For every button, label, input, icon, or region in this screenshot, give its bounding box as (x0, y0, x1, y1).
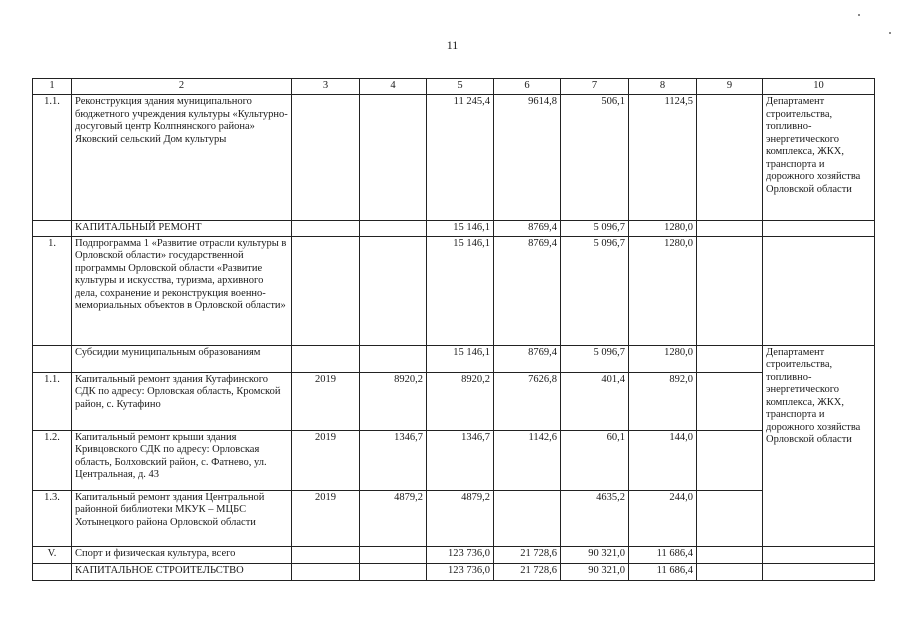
cell-col7: 506,1 (561, 95, 629, 221)
column-header: 2 (72, 79, 292, 95)
cell-col9 (697, 95, 763, 221)
table-row (33, 430, 875, 490)
cell-col6: 21 728,6 (494, 563, 561, 580)
cell-col6: 8769,4 (494, 345, 561, 372)
table-row (33, 345, 875, 372)
row-name: КАПИТАЛЬНОЕ СТРОИТЕЛЬСТВО (72, 563, 292, 580)
cell-year (292, 95, 360, 221)
cell-col5: 123 736,0 (427, 546, 494, 563)
cell-col9 (697, 546, 763, 563)
cell-col6: 9614,8 (494, 95, 561, 221)
cell-department (763, 546, 875, 563)
cell-col8: 244,0 (629, 490, 697, 546)
scan-speck (858, 14, 860, 16)
cell-year: 2019 (292, 490, 360, 546)
row-number: V. (33, 546, 72, 563)
row-number (33, 345, 72, 372)
cell-col5: 4879,2 (427, 490, 494, 546)
cell-col8: 144,0 (629, 430, 697, 490)
row-name: Реконструкция здания муниципального бюджетного учреждения культуры «Культурно-досуговый центр Колпнянского района» Яковский сельский Дом культуры (72, 95, 292, 221)
scan-speck (889, 32, 891, 34)
cell-col9 (697, 430, 763, 490)
cell-col6: 21 728,6 (494, 546, 561, 563)
cell-col5: 11 245,4 (427, 95, 494, 221)
cell-col5: 1346,7 (427, 430, 494, 490)
table-row (33, 490, 875, 546)
cell-department (763, 221, 875, 237)
cell-department: Департамент строительства, топливно-энергетического комплекса, ЖКХ, транспорта и дорожного хозяйства Орловской области (763, 345, 875, 546)
budget-table (32, 78, 875, 581)
cell-col8: 1124,5 (629, 95, 697, 221)
cell-col9 (697, 563, 763, 580)
cell-year: 2019 (292, 430, 360, 490)
cell-col4 (360, 546, 427, 563)
row-number: 1.1. (33, 372, 72, 430)
cell-col6: 7626,8 (494, 372, 561, 430)
row-number (33, 563, 72, 580)
cell-col9 (697, 221, 763, 237)
row-name: Капитальный ремонт здания Кутафинского СДК по адресу: Орловская область, Кромской район, с. Кутафино (72, 372, 292, 430)
cell-col8: 892,0 (629, 372, 697, 430)
cell-col4: 4879,2 (360, 490, 427, 546)
cell-col5: 123 736,0 (427, 563, 494, 580)
cell-col6: 8769,4 (494, 236, 561, 345)
cell-col4: 1346,7 (360, 430, 427, 490)
cell-year (292, 221, 360, 237)
column-header: 8 (629, 79, 697, 95)
row-name: Капитальный ремонт здания Центральной районной библиотеки МКУК – МЦБС Хотынецкого района Орловской области (72, 490, 292, 546)
cell-col9 (697, 236, 763, 345)
cell-col7: 4635,2 (561, 490, 629, 546)
cell-col9 (697, 490, 763, 546)
cell-department: Департамент строительства, топливно-энергетического комплекса, ЖКХ, транспорта и дорожного хозяйства Орловской области (763, 95, 875, 221)
cell-col4 (360, 95, 427, 221)
row-number: 1.3. (33, 490, 72, 546)
cell-col4 (360, 221, 427, 237)
row-name: Подпрограмма 1 «Развитие отрасли культуры в Орловской области» государственной программы Орловской области «Развитие культуры и искусства, туризма, архивного дела, сохранение и реконструкция военно-мемориальных объектов в Орловской области» (72, 236, 292, 345)
table-row (33, 236, 875, 345)
row-name: Спорт и физическая культура, всего (72, 546, 292, 563)
column-header: 1 (33, 79, 72, 95)
column-header: 3 (292, 79, 360, 95)
column-header: 4 (360, 79, 427, 95)
cell-year (292, 236, 360, 345)
column-header: 5 (427, 79, 494, 95)
table-row (33, 546, 875, 563)
cell-col9 (697, 345, 763, 372)
cell-col8: 1280,0 (629, 221, 697, 237)
cell-col4 (360, 236, 427, 345)
row-name: КАПИТАЛЬНЫЙ РЕМОНТ (72, 221, 292, 237)
cell-year (292, 546, 360, 563)
cell-col6: 8769,4 (494, 221, 561, 237)
cell-col7: 60,1 (561, 430, 629, 490)
cell-col8: 1280,0 (629, 345, 697, 372)
cell-col8: 11 686,4 (629, 563, 697, 580)
cell-col6 (494, 490, 561, 546)
cell-department (763, 236, 875, 345)
cell-col5: 15 146,1 (427, 221, 494, 237)
cell-col5: 15 146,1 (427, 345, 494, 372)
cell-col9 (697, 372, 763, 430)
page-number: 11 (446, 38, 459, 52)
column-header: 10 (763, 79, 875, 95)
cell-year (292, 345, 360, 372)
row-number: 1.1. (33, 95, 72, 221)
column-header: 7 (561, 79, 629, 95)
cell-col6: 1142,6 (494, 430, 561, 490)
table-row (33, 372, 875, 430)
cell-col7: 90 321,0 (561, 563, 629, 580)
cell-col7: 5 096,7 (561, 221, 629, 237)
cell-col8: 11 686,4 (629, 546, 697, 563)
cell-department (763, 563, 875, 580)
cell-year: 2019 (292, 372, 360, 430)
table-row (33, 563, 875, 580)
cell-col4 (360, 563, 427, 580)
row-number: 1. (33, 236, 72, 345)
cell-col7: 90 321,0 (561, 546, 629, 563)
cell-col5: 8920,2 (427, 372, 494, 430)
cell-col7: 401,4 (561, 372, 629, 430)
row-name: Капитальный ремонт крыши здания Кривцовского СДК по адресу: Орловская область, Болховский район, с. Фатнево, ул. Центральная, д. 43 (72, 430, 292, 490)
row-name: Субсидии муниципальным образованиям (72, 345, 292, 372)
table-row (33, 95, 875, 221)
cell-col7: 5 096,7 (561, 236, 629, 345)
cell-col4 (360, 345, 427, 372)
column-header: 6 (494, 79, 561, 95)
column-header: 9 (697, 79, 763, 95)
cell-col8: 1280,0 (629, 236, 697, 345)
cell-year (292, 563, 360, 580)
row-number: 1.2. (33, 430, 72, 490)
row-number (33, 221, 72, 237)
table-row (33, 221, 875, 237)
header-row (33, 79, 875, 95)
cell-col5: 15 146,1 (427, 236, 494, 345)
cell-col4: 8920,2 (360, 372, 427, 430)
cell-col7: 5 096,7 (561, 345, 629, 372)
